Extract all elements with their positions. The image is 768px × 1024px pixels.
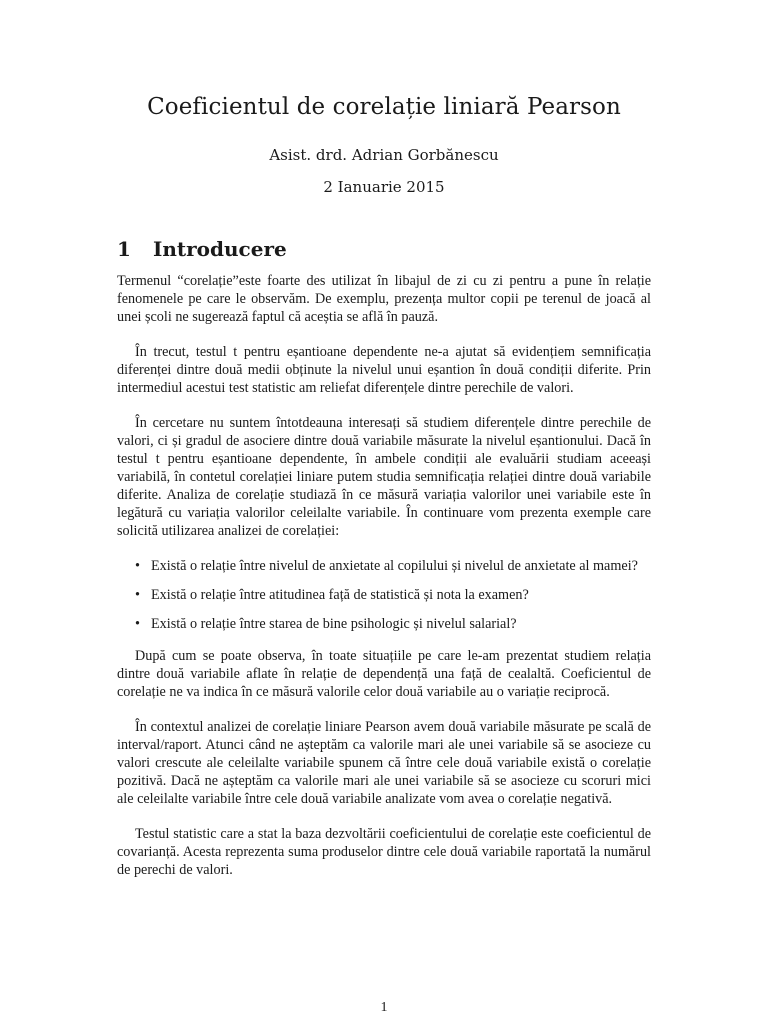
bullet-icon: • bbox=[135, 558, 140, 574]
list-item bbox=[117, 557, 651, 575]
paragraph-3: În cercetare nu suntem întotdeauna interesați să studiem diferențele dintre perechile de valori, ci și gradul de asociere dintre două variabile măsurate la nivelul eșantionului. Dacă în testul t pentru eșantioane dependente, în ambele condiții ale evaluării studiam aceeași variabilă, în contetul corelației liniare putem studia semnificația relației dintre două variabile diferite. Analiza de corelație studiază în ce măsură variația valorilor unei variabile este în legătură cu variația valorilor celeilalte variabile. În continuare vom prezenta exemple care solicită utilizarea analizei de corelației: bbox=[117, 415, 651, 539]
section-heading bbox=[117, 237, 287, 261]
paragraph-5: În contextul analizei de corelație liniare Pearson avem două variabile măsurate pe scală de interval/raport. Atunci când ne așteptăm ca valorile mari ale unei variabile să se asocieze cu valori crescute ale celeilalte variabile spunem că între cele două variabile există o corelație pozitivă. Dacă ne așteptăm ca valorile mari ale unei variabile să se asocieze cu scoruri mici ale celeilalte variabile între cele două variabile analizate vom avea o corelație negativă. bbox=[117, 719, 651, 807]
paragraph-6: Testul statistic care a stat la baza dezvoltării coeficientului de corelație este coeficientul de covarianță. Acesta reprezenta suma produselor dintre cele două variabile raportată la numărul de perechi de valori. bbox=[117, 826, 651, 878]
document-author: Asist. drd. Adrian Gorbănescu bbox=[269, 146, 499, 164]
list-item-text: Există o relație între atitudinea față de statistică și nota la examen? bbox=[151, 587, 529, 603]
bullet-icon: • bbox=[135, 616, 140, 632]
document-date: 2 Ianuarie 2015 bbox=[323, 178, 445, 196]
list-item-text: Există o relație între nivelul de anxietate al copilului și nivelul de anxietate al mamei? bbox=[151, 558, 638, 574]
list-item bbox=[117, 586, 651, 604]
paragraph-4: După cum se poate observa, în toate situațiile pe care le-am prezentat studiem relația dintre două variabile aflate în relație de dependență una față de cealaltă. Coeficientul de corelație ne va indica în ce măsură valorile celor două variabile au o variație reciprocă. bbox=[117, 648, 651, 700]
bullet-icon: • bbox=[135, 587, 140, 603]
example-list bbox=[117, 557, 651, 633]
paragraph-1: Termenul “corelație”este foarte des utilizat în libajul de zi cu zi pentru a pune în relație fenomenele pe care le observăm. De exemplu, prezența multor copii pe terenul de joacă al unei școli ne sugerează faptul că aceștia se află în pauză. bbox=[117, 273, 651, 325]
paragraph-2: În trecut, testul t pentru eșantioane dependente ne-a ajutat să evidențiem semnificația diferenței dintre două medii obținute la nivelul unui eșantion în două condiții diferite. Prin intermediul acestui test statistic am reliefat diferențele dintre perechile de valori. bbox=[117, 344, 651, 396]
page-number: 1 bbox=[380, 1000, 388, 1015]
section-number: 1 bbox=[117, 237, 131, 261]
section-title: Introducere bbox=[153, 237, 287, 261]
document-title: Coeficientul de corelație liniară Pearson bbox=[147, 94, 621, 120]
list-item bbox=[117, 615, 651, 633]
list-item-text: Există o relație între starea de bine psihologic și nivelul salarial? bbox=[151, 616, 517, 632]
section-body bbox=[117, 272, 651, 896]
